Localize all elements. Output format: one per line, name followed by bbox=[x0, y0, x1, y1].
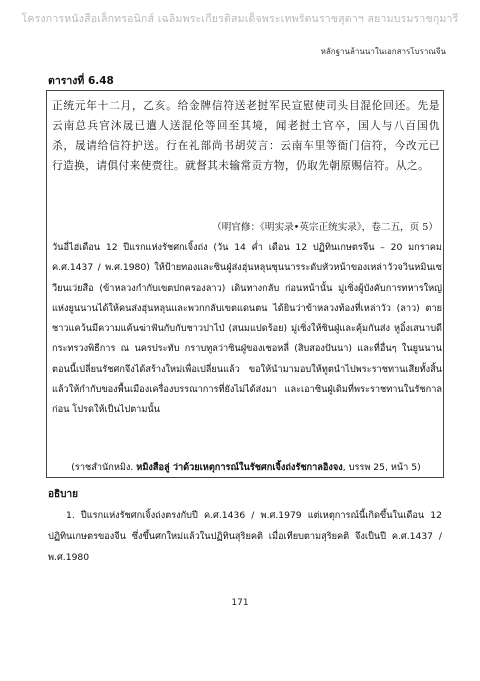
chinese-citation: （明官修：《明实录•英宗正统实录》，卷二五，页 5） bbox=[212, 222, 438, 233]
thai-citation bbox=[50, 460, 442, 475]
thai-translation: วันอี่ไฮ่เดือน 12 ปีแรกแห่งรัชศกเจิ้งถ่ง (วัน 14 ค่ำ เดือน 12 ปฏิทินเกษตรจีน – 20 มกราคม ค.ศ.1437 / พ.ศ.1980) ให้ป้ายทองและซินฝู่ส่งฮุ่นหลุนซุนนารระดับหัวหน้าของเหล่าวัวจวินหมินเซวียนเว่ยสือ (ข้าหลวงกำกับเขตปกครองลาว) เดินทางกลับ ก่อนหน้านั้น มู่เซิ่งผู้บังคับการทหารใหญ่แห่งยูนนานได้ให้คนส่งฮุ่นหลุนและพวกกลับเขตแดนตน ได้ยินว่าข้าหลวงท้องที่เหล่าวัว (ลาว) ตาย ชาวแคว้นมีความแค้นฆ่าฟันกับกับชาวปาไป่ (สนมแปดร้อย) มู่เซิ่งให้ซินฝู่และคุ้มกันส่ง หูอิ๋งเสนาบดีกระทรวงพิธีการ ณ นครประทับ กราบทูลว่าซินฝู่ของเชอหลี่ (สิบสองปันนา) และที่อื่นๆ ในยูนนาน ตอนนี้เปลี่ยนรัชศกจึงได้สร้างใหม่เพื่อเปลี่ยนแล้ว ขอให้นำมามอบให้ทูตนำไปพระราชทานเสียทั้งสิ้น แล้วให้กำกับของพื้นเมืองเครื่องบรรณาการที่ยังไม่ได้ส่งมา และเอาซินฝู่เดิมที่พระราชทานในรัชกาลก่อน โปรดให้เป็นไปตามนั้น bbox=[52, 242, 442, 416]
citation-prefix: (ราชสำนักหมิง. bbox=[71, 462, 137, 473]
book-subtitle: หลักฐานล้านนาในเอกสารโบราณจีน bbox=[320, 47, 446, 56]
table-title: ตารางที่ 6.48 bbox=[48, 75, 114, 87]
explanation-text: 1. ปีแรกแห่งรัชศกเจิ้งถ่งตรงกับปี ค.ศ.1436 / พ.ศ.1979 แต่เหตุการณ์นี้เกิดขึ้นในเดือน 12 ปฏิทินเกษตรของจีน ซึ่งขึ้นศกใหม่แล้วในปฏิทินสุริยคติ เมื่อเทียบตามสุริยคติ จึงเป็นปี ค.ศ.1437 / พ.ศ.1980 bbox=[48, 510, 442, 563]
project-header: โครงการหนังสือเล็กทรอนิกส์ เฉลิมพระเกียรติสมเด็จพระเทพรัตนราชสุดาฯ สยามบรมราชกุมารี bbox=[21, 13, 459, 25]
citation-title: หมิงสือลู่ ว่าด้วยเหตุการณ์ในรัชศกเจิ้งถ่งรัชกาลอิงจง bbox=[136, 462, 343, 473]
chinese-source-text: 正统元年十二月，乙亥。给金牌信符送老挝军民宣慰使司头目混伦回还。先是云南总兵官沐晟已遣人送混伦等回至其境，闻老挝土官卒，国人与八百国仇杀，晟请给信符护送。行在礼部尚书胡荧言：云南车里等衙门信符，今改元已行造换，请俱付来使赍往。就督其未输常贡方物，仍取先朝原赐信符。从之。 bbox=[52, 100, 440, 172]
explanation-heading: อธิบาย bbox=[48, 489, 78, 500]
page-number: 171 bbox=[231, 598, 249, 608]
citation-suffix: , บรรพ 25, หน้า 5) bbox=[342, 462, 421, 473]
